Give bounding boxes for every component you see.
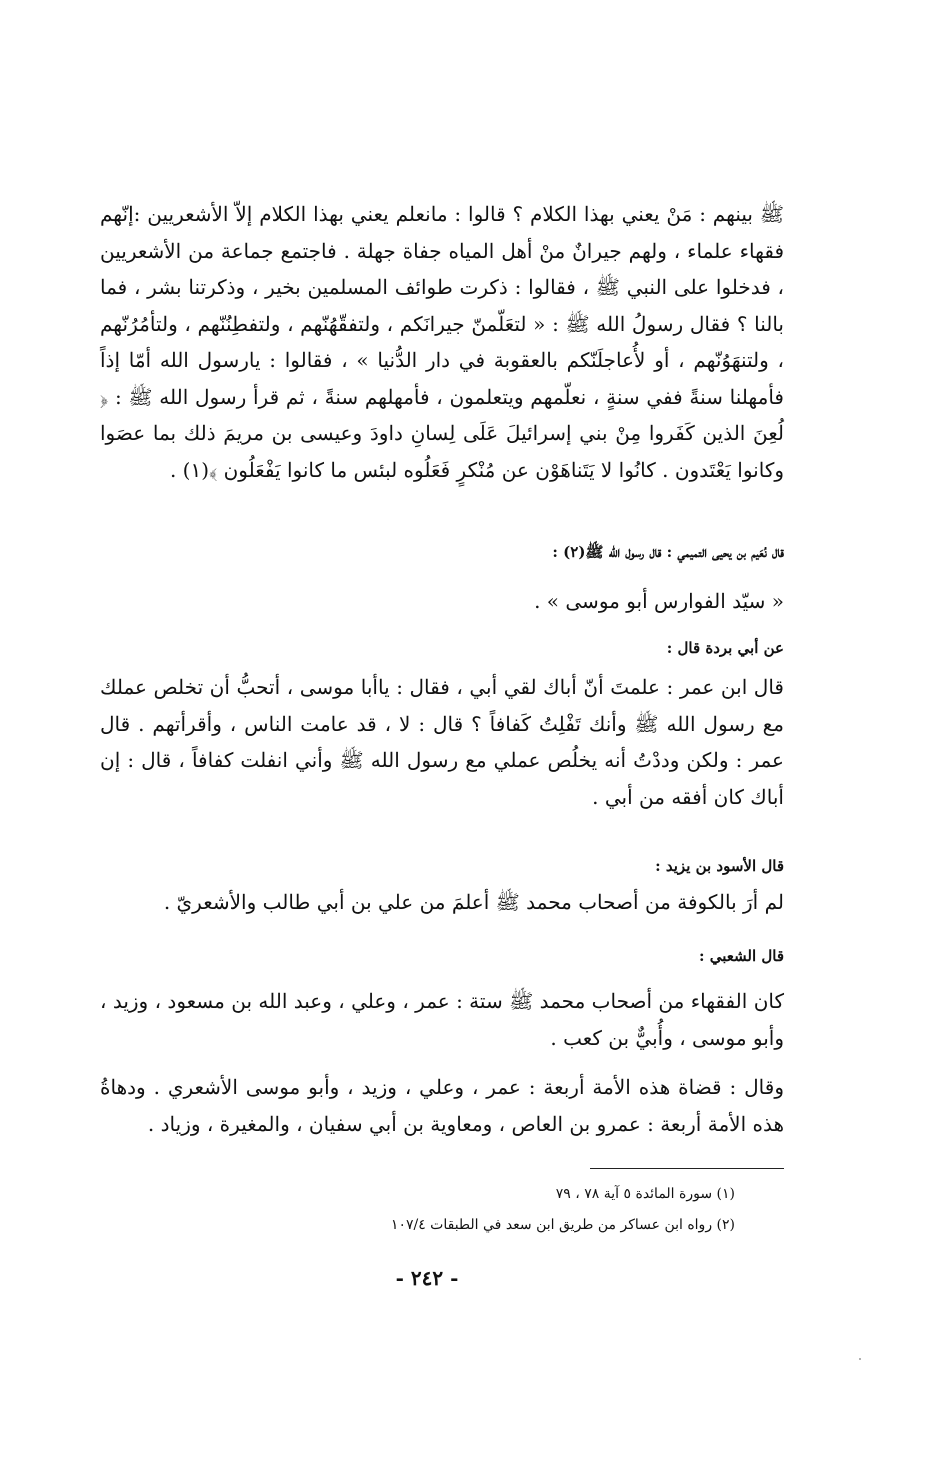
paragraph-ashariyyin-story: ﷺ بينهم : مَنْ يعني بهذا الكلام ؟ قالوا : مانعلم يعني بهذا الكلام إلاّ الأشعريين :إنّهم فقهاء علماء ، ولهم جيرانٌ منْ أهل المياه جفاة جهلة . فاجتمع جماعة من الأشعريين ، فدخلوا على النبي ﷺ ، فقالوا : ذكرت طوائف المسلمين بخير ، وذكرتنا بشر ، فما بالنا ؟ فقال رسولُ الله ﷺ : « لتعَلّمنّ جيرانَكم ، ولتفقّهُنّهم ، ولتفطِنُنّهم ، ولتأمُرُنّهم ، ولتنهَوُنّهم ، أو لأُعاجلَنّكم بالعقوبة في دار الدُّنيا » ، فقالوا : يارسول الله أمّا إذاً فأمهلنا سنةً ففي سنةٍ ، نعلّمهم ويتعلمون ، فأمهلهم سنةً ، ثم قرأ رسول الله ﷺ : ﴿ لُعِنَ الذين كَفَروا مِنْ بني إسرائيلَ عَلَى لِسانِ داودَ وعيسى بن مريمَ ذلك بما عصَوا وكانوا يَعْتَدون . كانُوا لا يَتَناهَوْن عن مُنْكرٍ فَعَلُوه لبئس ما كانوا يَفْعَلُون ﴾(١) . (100, 202, 784, 482)
page-number: - ٢٤٢ - (395, 1266, 459, 1290)
paragraph-kufa-scholars: لم أرَ بالكوفة من أصحاب محمد ﷺ أعلمَ من علي بن أبي طالب والأشعريّ . (163, 890, 784, 914)
heading-nuaym-narration: قال نُعَيم بن يحيى التميمي : قال رسول الله ﷺ(٢) : (552, 543, 784, 561)
paragraph-ibn-umar: قال ابن عمر : علمتَ أنّ أباك لقي أبي ، فقال : ياأبا موسى ، أتحبُّ أن تخلص عملك مع رسول الله ﷺ وأنك تَفْلِتُ كَفافاً ؟ قال : لا ، قد عامت الناس ، وأقرأتهم . قال عمر : ولكن وددْتُ أنه يخلُص عملي مع رسول الله ﷺ وأني انفلت كفافاً ، قال : إن أباك كان أفقه من أبي . (100, 675, 784, 809)
footnotes (380, 1179, 735, 1241)
heading-abu-burda: عن أبي بردة قال : (666, 639, 784, 657)
footnote-1: (١) سورة المائدة ٥ آية ٧٨ ، ٧٩ (555, 1186, 735, 1202)
paragraph-judges-and-shrewd: وقال : قضاة هذه الأمة أربعة : عمر ، وعلي ، وزيد ، وأبو موسى الأشعري . ودهاةُ هذه الأمة أربعة : عمرو بن العاص ، ومعاوية بن أبي سفيان ، والمغيرة ، وزياد . (100, 1075, 784, 1136)
paragraph-six-jurists: كان الفقهاء من أصحاب محمد ﷺ ستة : عمر ، وعلي ، وعبد الله بن مسعود ، وزيد ، وأبو موسى ، وأُبيٌّ بن كعب . (100, 989, 784, 1050)
scan-speck (859, 1358, 861, 1360)
heading-shabi: قال الشعبي : (698, 947, 784, 965)
quote-sayyid-al-fawaris: « سيّد الفوارس أبو موسى » . (534, 589, 784, 613)
footnote-divider (590, 1168, 784, 1169)
heading-aswad-ibn-yazid: قال الأسود بن يزيد : (655, 857, 784, 875)
footnote-2: (٢) رواه ابن عساكر من طريق ابن سعد في الطبقات ١٠٧/٤ (390, 1217, 735, 1233)
